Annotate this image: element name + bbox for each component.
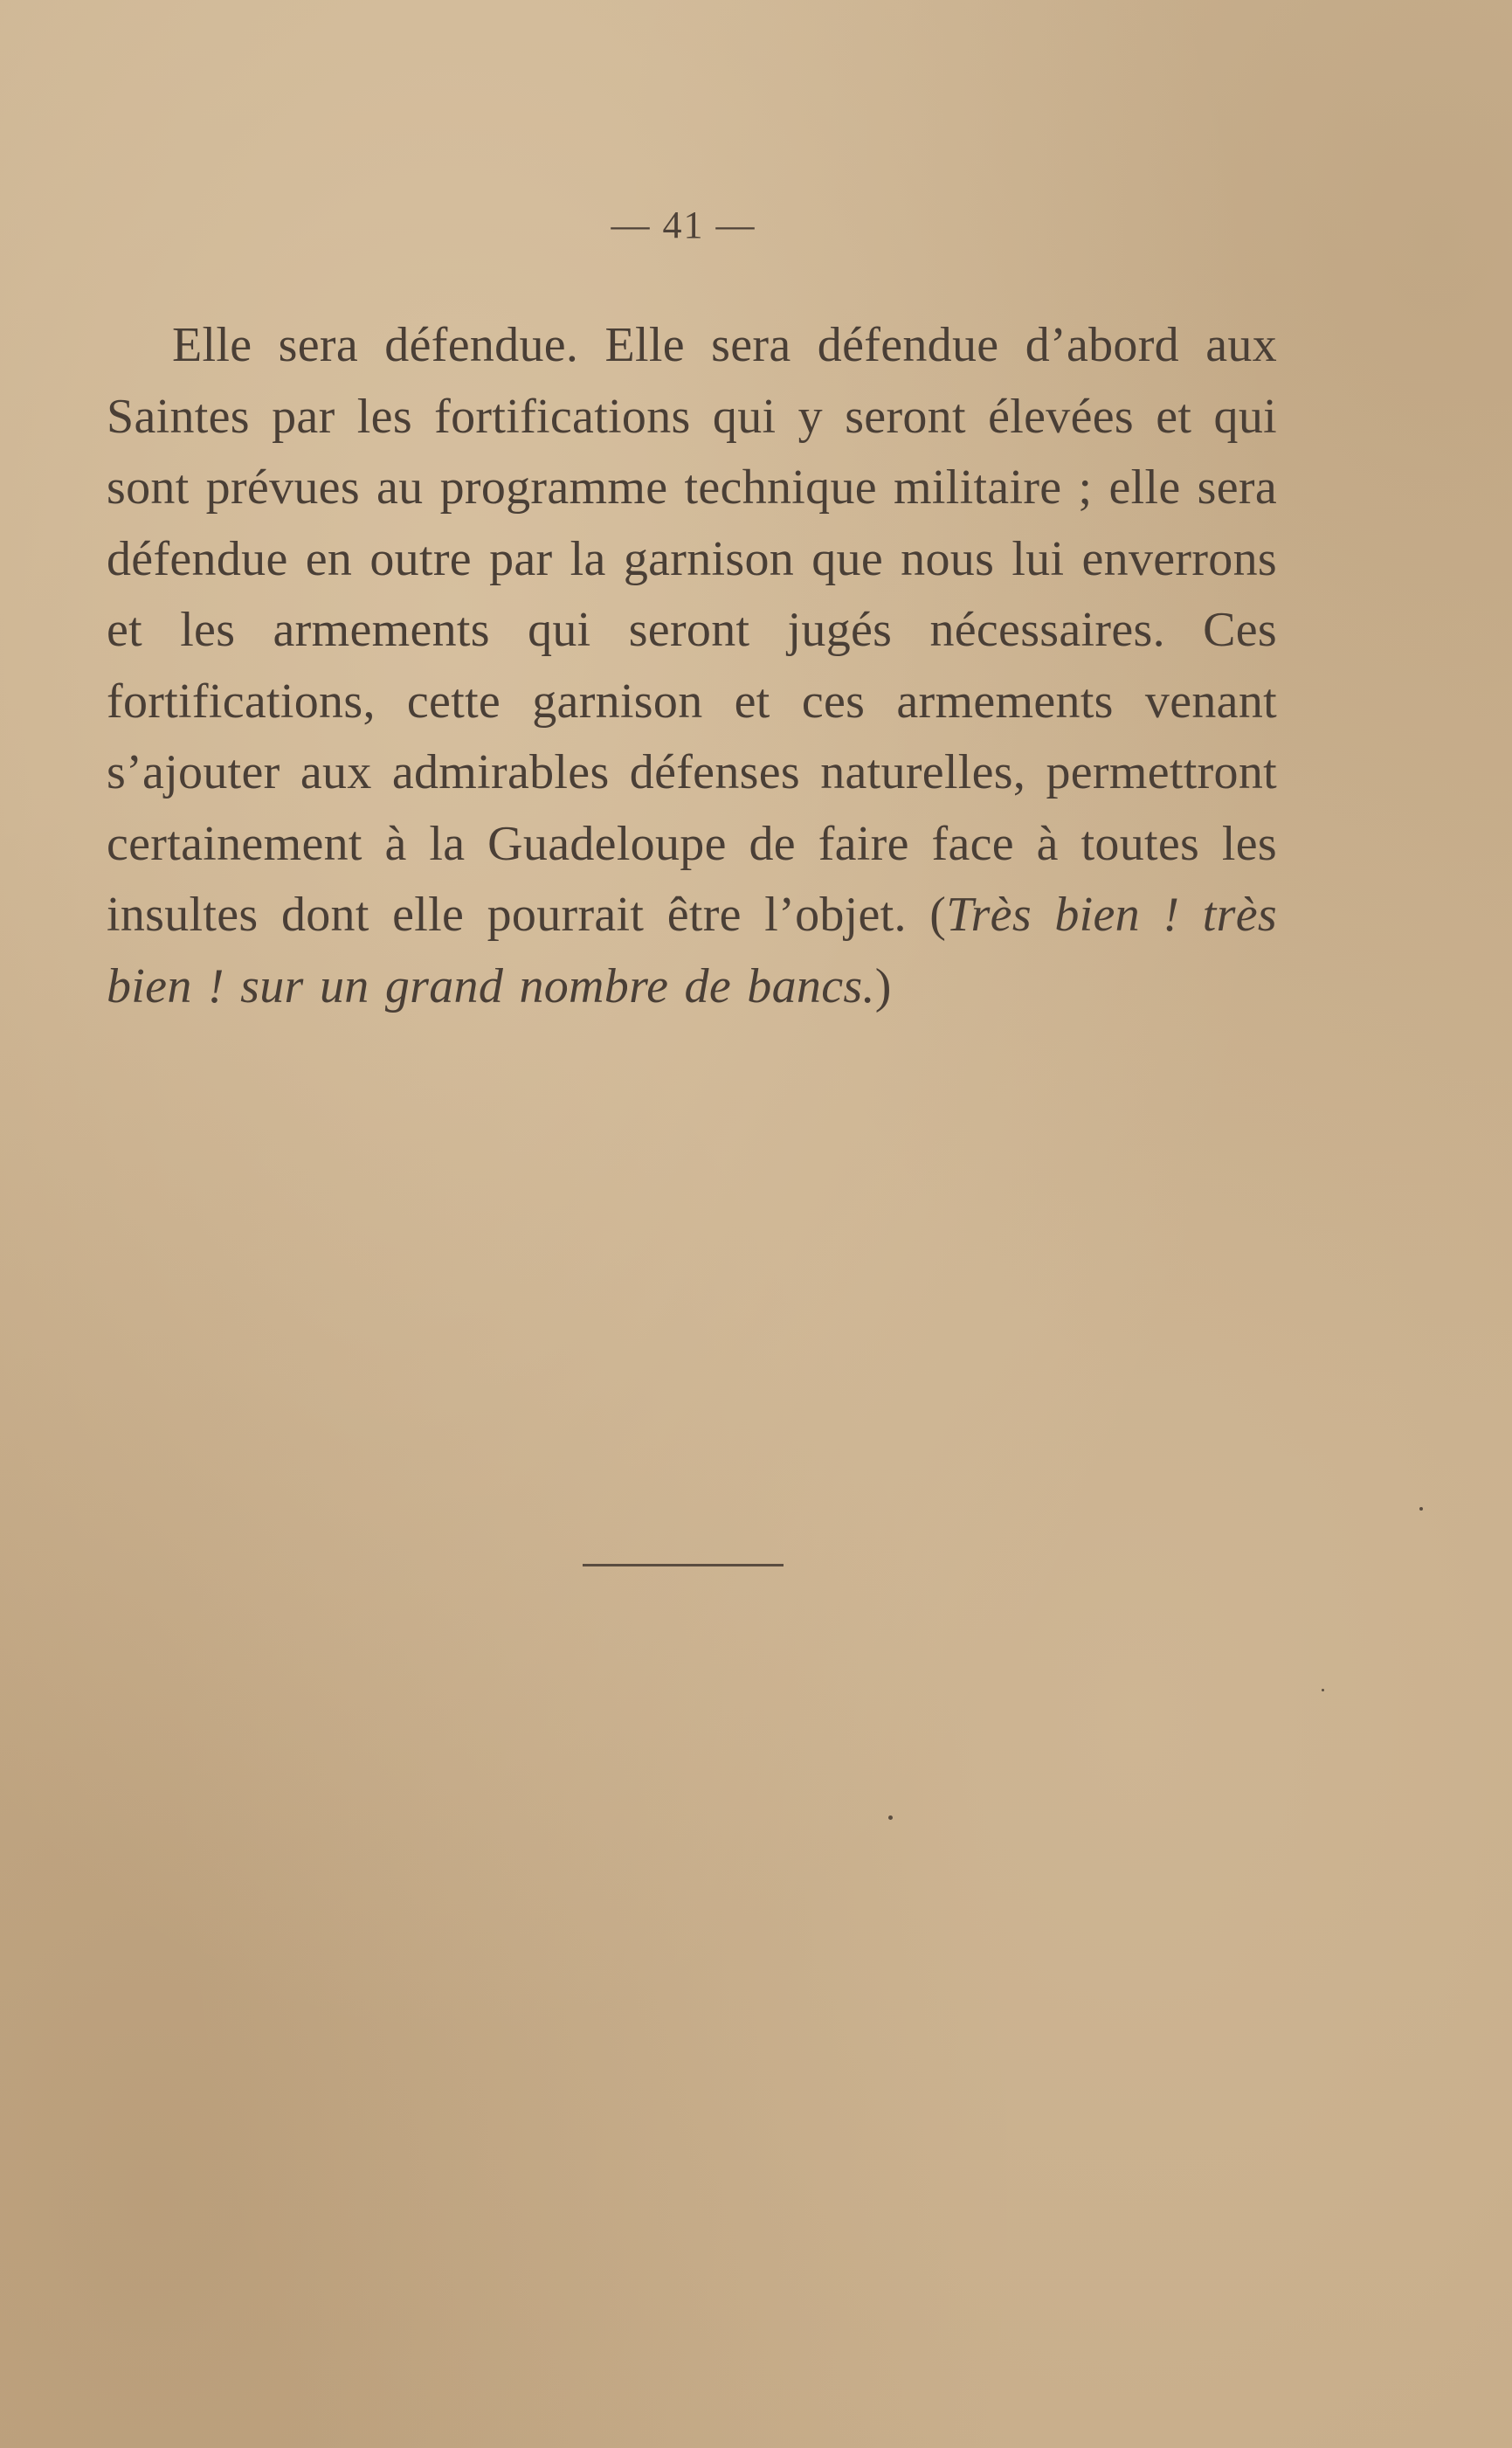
paragraph <box>107 310 1277 1022</box>
paper-speck <box>1322 1689 1324 1691</box>
applause-note: Très bien ! très bien ! sur un grand nombre de bancs. <box>107 888 1277 1013</box>
paper-speck <box>1419 1507 1423 1511</box>
paragraph-text: Elle sera défendue. Elle sera défendue d’abord aux Saintes par les fortifications qui y seront élevées et qui sont prévues au programme technique militaire ; elle sera défendue en outre par la garnison que nous lui enverrons et les armements qui seront jugés nécessaires. Ces fortifications, cette garnison et ces armements venant s’ajouter aux admirables défenses naturelles, permettront certainement à la Guadeloupe de faire face à toutes les insultes dont elle pourrait être l’objet. <box>107 318 1277 942</box>
end-rule <box>583 1564 784 1566</box>
paper-speck <box>888 1815 893 1820</box>
applause-open-paren: ( <box>929 888 947 942</box>
page-number: — 41 — <box>611 204 756 246</box>
applause-close-paren: ) <box>874 958 892 1013</box>
